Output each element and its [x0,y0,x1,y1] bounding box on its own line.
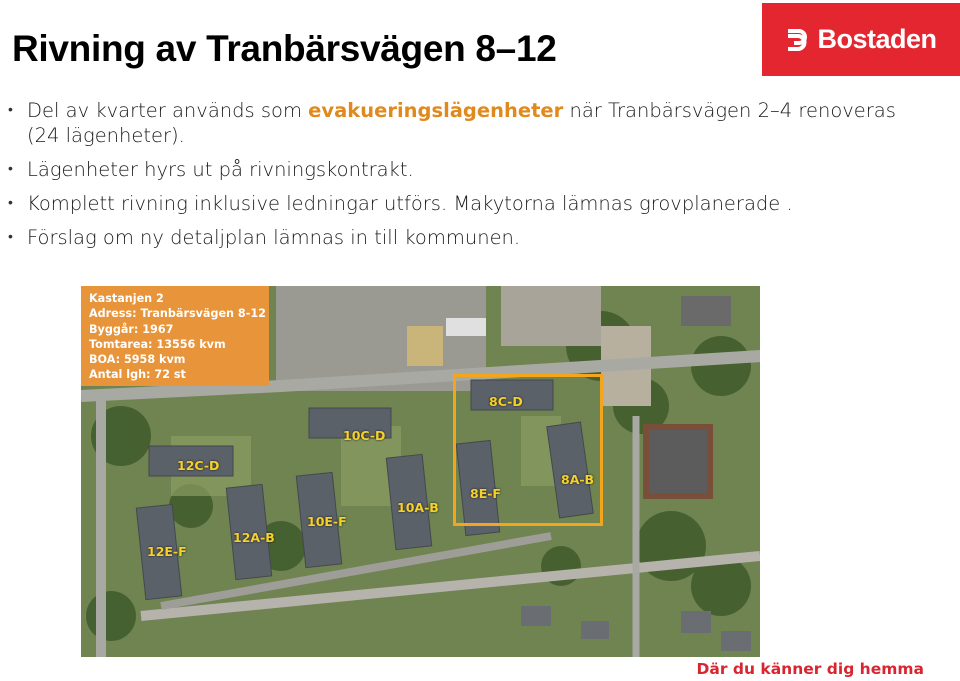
property-info-box [81,286,269,386]
info-line: Byggår: 1967 [89,322,174,336]
building-label: 10A-B [397,500,439,515]
info-line: Antal lgh: 72 st [89,368,186,382]
building-label: 12A-B [233,530,275,545]
logo-text: Bostaden [817,24,937,54]
aerial-map [81,286,760,657]
bullet-text: när Tranbärsvägen 2–4 renoveras (24 lägenheter). [27,99,896,147]
building-label: 10E-F [307,514,347,529]
highlighted-term: evakueringslägenheter [308,99,564,122]
info-line: Tomtarea: 13556 kvm [89,337,226,351]
bostaden-logo [762,3,960,76]
info-line: Adress: Tranbärsvägen 8-12 [89,307,266,321]
bullet-item: • Komplett rivning inklusive ledningar utförs. Makytorna lämnas grovplanerade . [0,191,900,216]
bullet-item: • Förslag om ny detaljplan lämnas in till kommunen. [0,225,900,250]
building-label: 8C-D [489,394,523,409]
building-label: 10C-D [343,428,386,443]
info-line: Kastanjen 2 [89,292,164,305]
building-label: 8A-B [561,472,595,487]
slide-title: Rivning av Tranbärsvägen 8–12 [12,28,557,69]
bullet-item: • Lägenheter hyrs ut på rivningskontrakt. [0,157,900,182]
footer-slogan: Där du känner dig hemma [696,660,924,678]
building-label: 12E-F [147,544,187,559]
bostaden-logo-icon [785,27,811,53]
bullet-list [0,98,900,259]
bullet-item [0,98,900,148]
info-line: BOA: 5958 kvm [89,353,186,367]
building-label: 12C-D [177,458,220,473]
building-label: 8E-F [470,486,501,501]
bullet-text: Del av kvarter används som [27,99,309,122]
highlighted-area [453,374,603,526]
